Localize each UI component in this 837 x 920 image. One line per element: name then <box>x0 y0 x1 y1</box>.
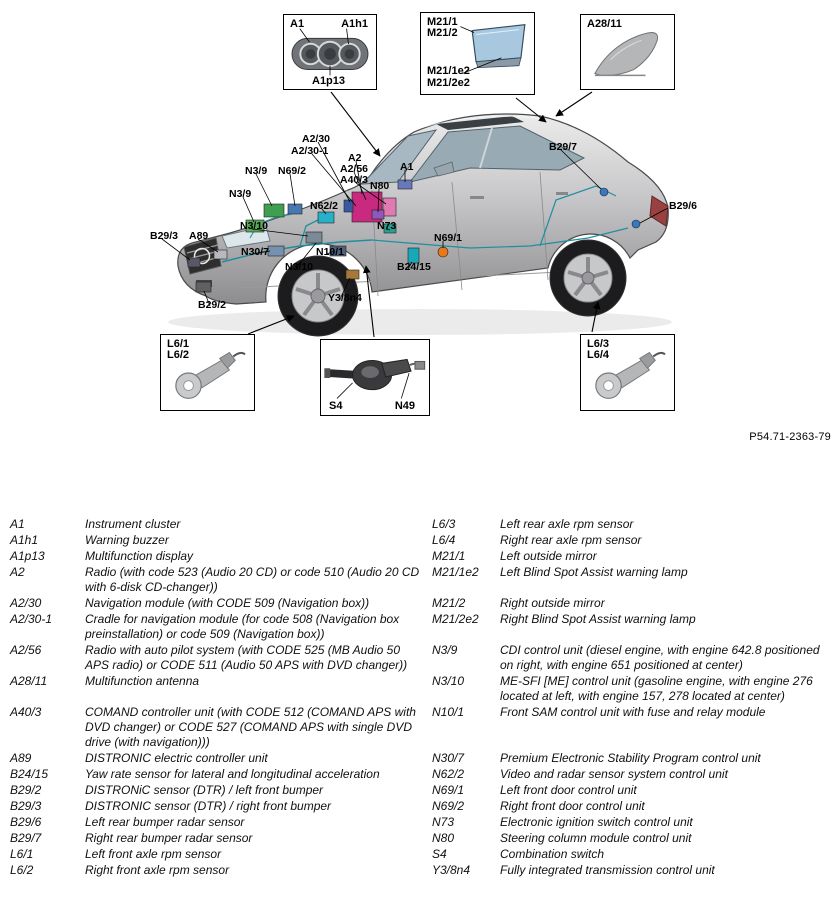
legend-description: Yaw rate sensor for lateral and longitudinal acceleration <box>85 767 380 781</box>
legend-code: N3/9 <box>432 643 458 657</box>
callout-label: S4 <box>329 400 343 412</box>
callout-front-axle-sensors <box>160 334 255 411</box>
legend-code: B24/15 <box>10 767 49 781</box>
legend-description: Radio with auto pilot system (with CODE 525 (MB Audio 50 APS radio) or CODE 511 (Audio 50 APS with DVD changer)) <box>85 643 408 672</box>
legend-code: N10/1 <box>432 705 465 719</box>
legend-code: N69/1 <box>432 783 465 797</box>
legend-description: Radio (with code 523 (Audio 20 CD) or code 510 (Audio 20 CD with 6-disk CD-changer)) <box>85 565 420 594</box>
legend-code: N80 <box>432 831 455 845</box>
legend-description: Right rear bumper radar sensor <box>85 831 253 845</box>
component-location-diagram <box>0 0 837 455</box>
legend-table <box>0 517 837 878</box>
legend-description: ME-SFI [ME] control unit (gasoline engine, with engine 276 located at left, with engine 157, 278 located at center) <box>500 674 813 703</box>
legend-row <box>10 705 829 750</box>
legend-row <box>10 751 829 766</box>
callout-label: M21/1 <box>427 16 458 28</box>
legend-code: Y3/8n4 <box>432 863 471 877</box>
legend-description: CDI control unit (diesel engine, with engine 642.8 positioned on right, with engine 651 positioned at center) <box>500 643 820 672</box>
component-label: B29/7 <box>549 141 578 153</box>
component-label: Y3/8n4 <box>328 292 362 304</box>
legend-description: Combination switch <box>500 847 605 861</box>
component-label: N3/10 <box>240 220 269 232</box>
legend-code: A1h1 <box>10 533 39 547</box>
legend-code: N69/2 <box>432 799 465 813</box>
legend-code: L6/3 <box>432 517 456 531</box>
legend-code: S4 <box>432 847 447 861</box>
legend-row <box>10 799 829 814</box>
callout-label: A1p13 <box>312 75 346 87</box>
component-label: N3/9 <box>229 188 252 200</box>
component-label: A2 <box>348 152 362 164</box>
legend-row <box>10 517 829 532</box>
legend-row <box>10 783 829 798</box>
component-label: A2/30-1 <box>291 145 329 157</box>
component-label: N69/1 <box>434 232 463 244</box>
legend-description: Right front door control unit <box>500 799 645 813</box>
component-label: N3/9 <box>245 165 268 177</box>
legend-code: A40/3 <box>10 705 42 719</box>
legend-description: Cradle for navigation module (for code 508 (Navigation box preinstallation) or code 509 (Navigation box)) <box>85 612 400 641</box>
legend-description: Left Blind Spot Assist warning lamp <box>500 565 688 579</box>
legend-row <box>10 565 829 595</box>
callout-label: A28/11 <box>587 18 622 30</box>
legend-description: DISTRONIC electric controller unit <box>85 751 268 765</box>
legend-row <box>10 549 829 564</box>
legend-code: A89 <box>10 751 32 765</box>
component-label: A89 <box>189 230 209 242</box>
legend-code: L6/1 <box>10 847 34 861</box>
legend-row <box>10 863 829 878</box>
callout-label: A1h1 <box>341 18 368 30</box>
figure-number: P54.71-2363-79 <box>749 431 831 443</box>
component-label: N3/10 <box>285 261 314 273</box>
callout-label: M21/2e2 <box>427 77 470 89</box>
legend-code: A2/30-1 <box>10 612 53 626</box>
legend-code: A2 <box>10 565 25 579</box>
legend-description: Right rear axle rpm sensor <box>500 533 642 547</box>
callout-combination-switch <box>320 339 430 416</box>
legend-description: COMAND controller unit (with CODE 512 (COMAND APS with DVD changer) or CODE 527 (COMAND APS with single DVD drive (with navigation))) <box>85 705 416 749</box>
callout-label: L6/1 <box>167 338 190 350</box>
legend-code: L6/4 <box>432 533 456 547</box>
legend-code: N30/7 <box>432 751 465 765</box>
component-label: B29/3 <box>150 230 179 242</box>
legend-description: Video and radar sensor system control unit <box>500 767 728 781</box>
legend-description: Instrument cluster <box>85 517 181 531</box>
callout-label: N49 <box>394 400 415 412</box>
component-label: B24/15 <box>397 261 431 273</box>
legend-code: A28/11 <box>10 674 48 688</box>
component-label: N80 <box>370 180 390 192</box>
legend-code: B29/6 <box>10 815 42 829</box>
component-label: A2/56 <box>340 163 369 175</box>
legend-description: Multifunction antenna <box>85 674 200 688</box>
callout-label: L6/3 <box>587 338 610 350</box>
legend-row <box>10 612 829 642</box>
legend-row <box>10 831 829 846</box>
legend-description: DISTRONiC sensor (DTR) / left front bumper <box>85 783 324 797</box>
callout-rear-axle-sensors <box>580 334 675 411</box>
legend-description: DISTRONIC sensor (DTR) / right front bumper <box>85 799 332 813</box>
callout-label: M21/1e2 <box>427 65 470 77</box>
legend-description: Right outside mirror <box>500 596 605 610</box>
component-label: N10/1 <box>316 246 345 258</box>
legend-code: L6/2 <box>10 863 34 877</box>
legend-description: Left rear bumper radar sensor <box>85 815 245 829</box>
legend-description: Navigation module (with CODE 509 (Navigation box)) <box>85 596 370 610</box>
component-label: N73 <box>377 220 397 232</box>
legend-code: B29/3 <box>10 799 42 813</box>
legend-description: Left rear axle rpm sensor <box>500 517 634 531</box>
legend-code: A1 <box>10 517 25 531</box>
legend-code: N3/10 <box>432 674 465 688</box>
legend-description: Electronic ignition switch control unit <box>500 815 693 829</box>
legend-code: M21/1 <box>432 549 466 563</box>
legend-row <box>10 533 829 548</box>
legend-code: M21/2e2 <box>432 612 479 626</box>
legend-code: B29/2 <box>10 783 42 797</box>
legend-code: A2/56 <box>10 643 42 657</box>
callout-outside-mirror <box>420 12 535 95</box>
legend-description: Steering column module control unit <box>500 831 692 845</box>
component-label: N62/2 <box>310 200 339 212</box>
callout-label: A1 <box>290 18 305 30</box>
legend-row <box>10 815 829 830</box>
legend-description: Warning buzzer <box>85 533 169 547</box>
legend-row <box>10 767 829 782</box>
component-label: A40/3 <box>340 174 369 186</box>
legend-description: Multifunction display <box>85 549 194 563</box>
legend-description: Right front axle rpm sensor <box>85 863 230 877</box>
component-label: A1 <box>400 161 414 173</box>
legend-code: N73 <box>432 815 455 829</box>
legend-row <box>10 847 829 862</box>
component-label: N30/7 <box>241 246 270 258</box>
callout-antenna <box>580 14 675 90</box>
legend-description: Left front axle rpm sensor <box>85 847 222 861</box>
legend-row <box>10 596 829 611</box>
legend-code: N62/2 <box>432 767 465 781</box>
legend-code: A1p13 <box>10 549 45 563</box>
legend-code: A2/30 <box>10 596 42 610</box>
component-label: A2/30 <box>302 133 331 145</box>
callout-instrument-cluster <box>283 14 377 90</box>
legend-description: Premium Electronic Stability Program control unit <box>500 751 761 765</box>
legend-description: Left outside mirror <box>500 549 597 563</box>
component-label: B29/6 <box>669 200 698 212</box>
component-label: B29/2 <box>198 299 227 311</box>
callout-label: L6/2 <box>167 349 190 361</box>
callout-label: M21/2 <box>427 27 458 39</box>
legend-row <box>10 643 829 673</box>
legend-row <box>10 674 829 704</box>
component-label: N69/2 <box>278 165 307 177</box>
legend-description: Front SAM control unit with fuse and relay module <box>500 705 766 719</box>
legend-description: Fully integrated transmission control unit <box>500 863 715 877</box>
legend-code: M21/2 <box>432 596 466 610</box>
legend-code: M21/1e2 <box>432 565 479 579</box>
legend-description: Right Blind Spot Assist warning lamp <box>500 612 696 626</box>
legend-code: B29/7 <box>10 831 42 845</box>
legend-description: Left front door control unit <box>500 783 637 797</box>
callout-label: L6/4 <box>587 349 610 361</box>
